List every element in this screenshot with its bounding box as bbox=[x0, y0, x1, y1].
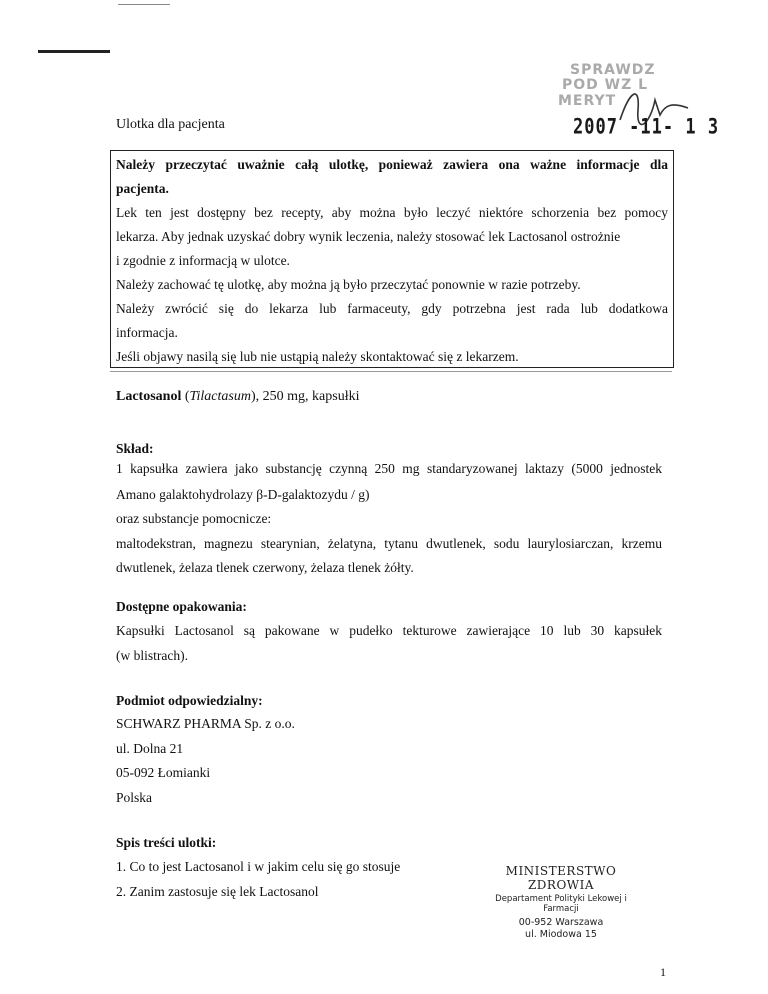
responsible-city: 05-092 Łomianki bbox=[116, 765, 211, 780]
warning-box bbox=[110, 150, 674, 368]
warning-heading-line-1: Należy przeczytać uważnie całą ulotkę, ponieważ zawiera ona ważne informacje dla bbox=[116, 157, 668, 172]
scan-mark-top bbox=[118, 4, 170, 5]
stamp-line-3: MERYT bbox=[558, 93, 617, 109]
composition-line-1: 1 kapsułka zawiera jako substancję czynną 250 mg standaryzowanej laktazy (5000 jednostek bbox=[116, 461, 662, 476]
ministry-name: MINISTERSTWO ZDROWIA bbox=[505, 864, 617, 892]
composition-heading: Skład: bbox=[116, 441, 154, 456]
product-strength-form: , 250 mg, kapsułki bbox=[255, 389, 360, 404]
composition-line-4: maltodekstran, magnezu stearynian, żelatyna, tytanu dwutlenek, sodu laurylosiarczan, krzemu bbox=[116, 536, 662, 551]
contents-heading: Spis treści ulotki: bbox=[116, 835, 217, 850]
warning-line-7: Jeśli objawy nasilą się lub nie ustąpią należy skontaktować się z lekarzem. bbox=[116, 349, 519, 364]
responsible-country: Polska bbox=[116, 790, 153, 805]
composition-line-2: Amano galaktohydrolazy β-D-galaktozydu / g) bbox=[116, 487, 370, 502]
packaging-heading: Dostępne opakowania: bbox=[116, 599, 247, 614]
product-open-paren: ( bbox=[181, 389, 190, 404]
product-latin-name: Tilactasum bbox=[189, 389, 251, 404]
warning-line-1: Lek ten jest dostępny bez recepty, aby można było leczyć niektóre schorzenia bez pomocy bbox=[116, 205, 668, 220]
contents-item-1: 1. Co to jest Lactosanol i w jakim celu się go stosuje bbox=[116, 859, 401, 874]
product-close-paren: ) bbox=[250, 389, 256, 404]
composition-line-3: oraz substancje pomocnicze: bbox=[116, 511, 272, 526]
scan-mark-left bbox=[38, 50, 110, 53]
product-title bbox=[116, 389, 360, 405]
page-number: 1 bbox=[660, 965, 666, 979]
ministry-stamp bbox=[478, 864, 644, 940]
warning-line-6: informacja. bbox=[116, 325, 178, 340]
composition-line-5: dwutlenek, żelaza tlenek czerwony, żelaza tlenek żółty. bbox=[116, 560, 414, 575]
product-name: Lactosanol bbox=[116, 389, 182, 404]
packaging-line-2: (w blistrach). bbox=[116, 648, 188, 663]
ministry-department: Departament Polityki Lekowej i Farmacji bbox=[495, 894, 627, 914]
responsible-company: SCHWARZ PHARMA Sp. z o.o. bbox=[116, 716, 295, 731]
section-divider bbox=[110, 371, 672, 372]
packaging-line-1: Kapsułki Lactosanol są pakowane w pudełko tekturowe zawierające 10 lub 30 kapsułek bbox=[116, 623, 662, 638]
warning-line-4: Należy zachować tę ulotkę, aby można ją było przeczytać ponownie w razie potrzeby. bbox=[116, 277, 581, 292]
responsible-heading: Podmiot odpowiedzialny: bbox=[116, 693, 263, 708]
ministry-postal: 00-952 Warszawa bbox=[518, 917, 604, 928]
warning-line-2: lekarza. Aby jednak uzyskać dobry wynik leczenia, należy stosować lek Lactosanol ostrożnie bbox=[116, 229, 621, 244]
warning-line-3: i zgodnie z informacją w ulotce. bbox=[116, 253, 290, 268]
ministry-street: ul. Miodowa 15 bbox=[525, 929, 597, 940]
warning-heading-line-2: pacjenta. bbox=[116, 181, 169, 196]
contents-item-2: 2. Zanim zastosuje się lek Lactosanol bbox=[116, 884, 319, 899]
stamp-date: 2007 -11- 1 3 bbox=[573, 114, 720, 140]
responsible-street: ul. Dolna 21 bbox=[116, 741, 184, 756]
warning-line-5: Należy zwrócić się do lekarza lub farmaceuty, gdy potrzebna jest rada lub dodatkowa bbox=[116, 301, 668, 316]
stamp-line-1: SPRAWDZ bbox=[570, 62, 656, 78]
leaflet-label: Ulotka dla pacjenta bbox=[116, 117, 225, 132]
stamp-line-2: POD WZ L bbox=[562, 77, 649, 93]
